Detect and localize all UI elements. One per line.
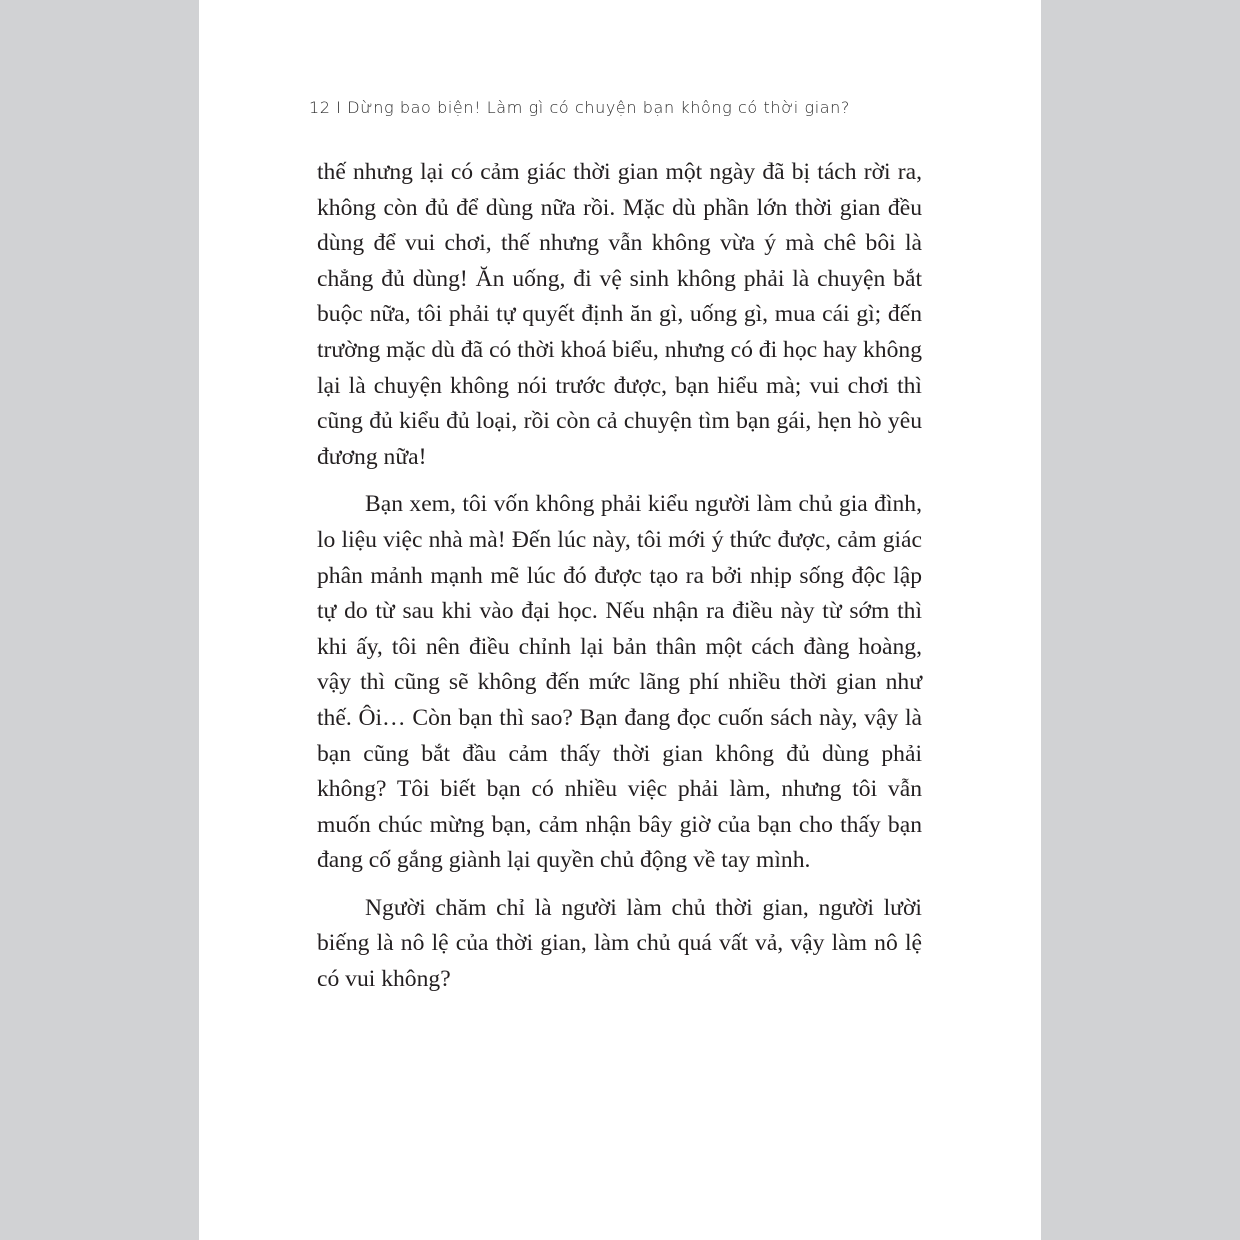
paragraph-1: thế nhưng lại có cảm giác thời gian một ngày đã bị tách rời ra, không còn đủ để dùng nữa rồi. Mặc dù phần lớn thời gian đều dùng để vui chơi, thế nhưng vẫn không vừa ý mà chê bôi là chẳng đủ dùng! Ăn uống, đi vệ sinh không phải là chuyện bắt buộc nữa, tôi phải tự quyết định ăn gì, uống gì, mua cái gì; đến trường mặc dù đã có thời khoá biểu, nhưng có đi học hay không lại là chuyện không nói trước được, bạn hiểu mà; vui chơi thì cũng đủ kiểu đủ loại, rồi còn cả chuyện tìm bạn gái, hẹn hò yêu đương nữa!	[317, 159, 922, 470]
running-header: 12 I Dừng bao biện! Làm gì có chuyện bạn không có thời gian?	[309, 98, 851, 117]
paragraph-2: Bạn xem, tôi vốn không phải kiểu người làm chủ gia đình, lo liệu việc nhà mà! Đến lúc này, tôi mới ý thức được, cảm giác phân mảnh mạnh mẽ lúc đó được tạo ra bởi nhịp sống độc lập tự do từ sau khi vào đại học. Nếu nhận ra điều này từ sớm thì khi ấy, tôi nên điều chỉnh lại bản thân một cách đàng hoàng, vậy thì cũng sẽ không đến mức lãng phí nhiều thời gian như thế. Ôi… Còn bạn thì sao? Bạn đang đọc cuốn sách này, vậy là bạn cũng bắt đầu cảm thấy thời gian không đủ dùng phải không? Tôi biết bạn có nhiều việc phải làm, nhưng tôi vẫn muốn chúc mừng bạn, cảm nhận bây giờ của bạn cho thấy bạn đang cố gắng giành lại quyền chủ động về tay mình.	[317, 491, 922, 874]
body-text	[317, 155, 922, 1010]
book-page	[199, 0, 1041, 1240]
paragraph-3: Người chăm chỉ là người làm chủ thời gian, người lười biếng là nô lệ của thời gian, làm chủ quá vất vả, vậy làm nô lệ có vui không?	[317, 894, 922, 993]
